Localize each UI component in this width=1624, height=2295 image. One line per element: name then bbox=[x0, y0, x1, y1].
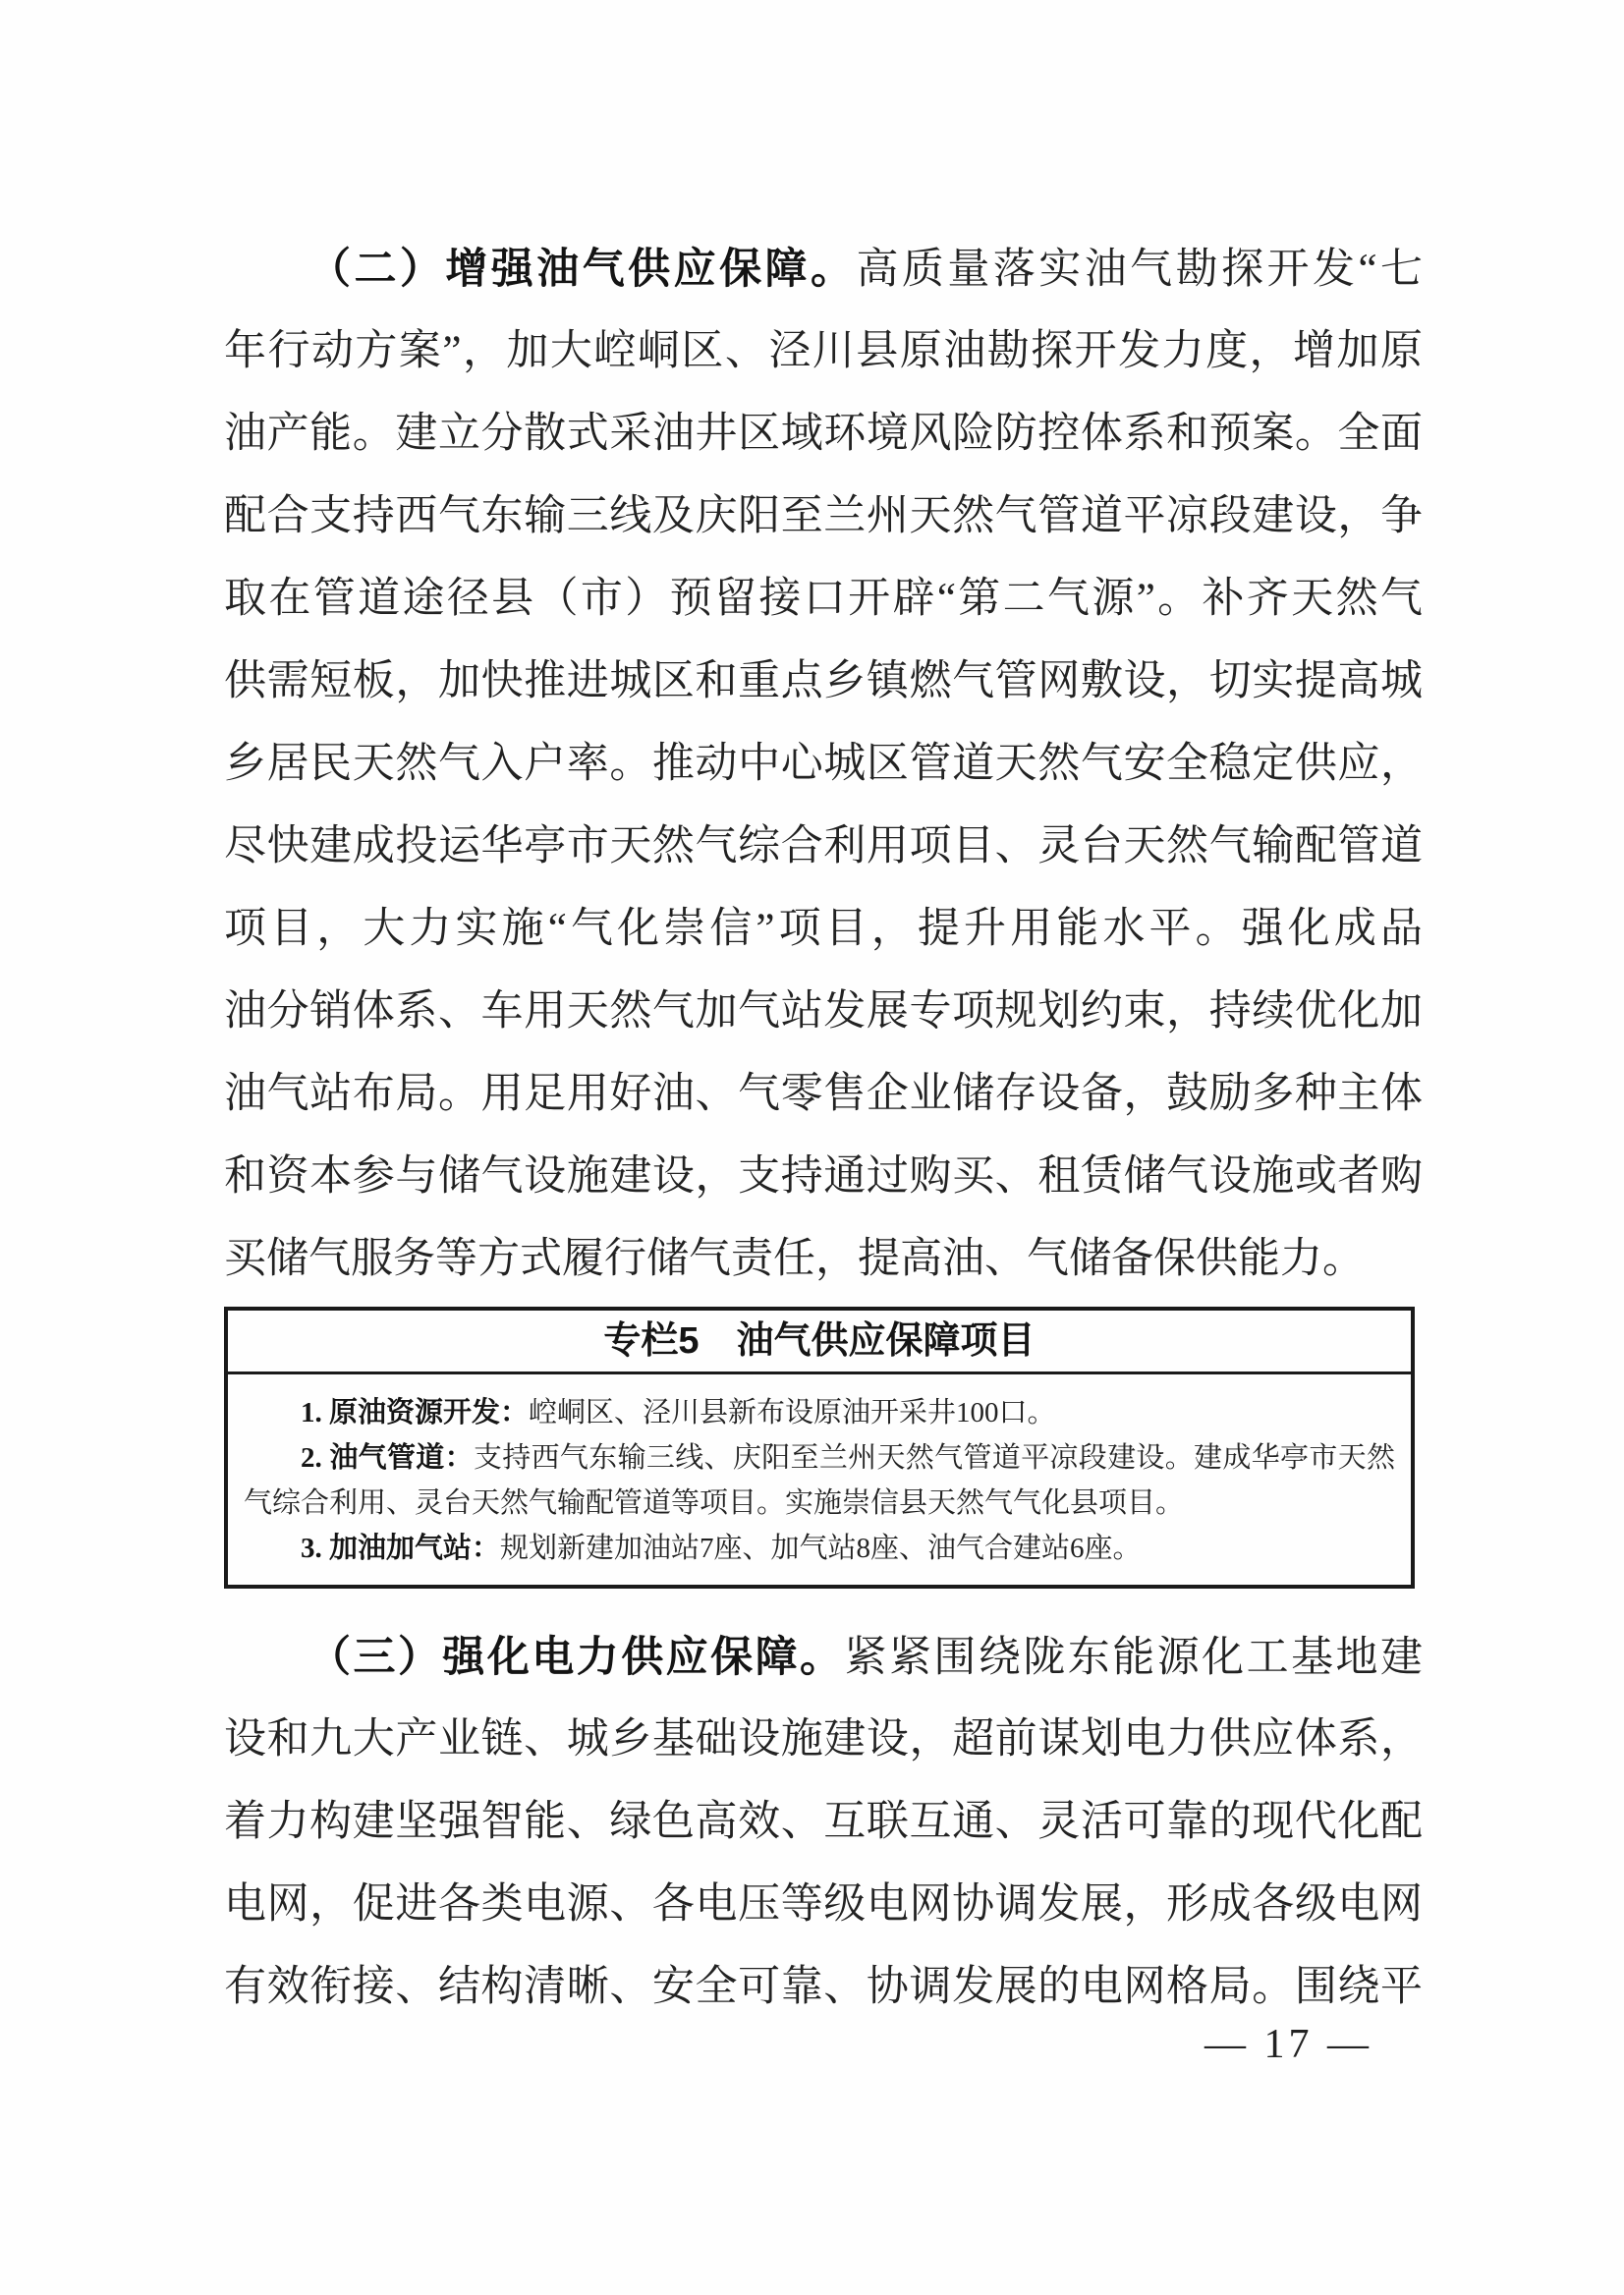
box-item-line bbox=[244, 1390, 1395, 1435]
paragraph-line: 油产能。建立分散式采油井区域环境风险防控体系和预案。全面 bbox=[224, 411, 1423, 457]
section-power-supply bbox=[224, 1616, 1423, 2029]
feature-box-item-pipelines bbox=[244, 1435, 1395, 1526]
paragraph-line: 供需短板，加快推进城区和重点乡镇燃气管网敷设，切实提高城 bbox=[224, 658, 1423, 704]
paragraph-line: 有效衔接、结构清晰、安全可靠、协调发展的电网格局。围绕平 bbox=[224, 1964, 1423, 2010]
paragraph-text: 高质量落实油气勘探开发“七 bbox=[856, 247, 1423, 293]
paragraph-text: 紧紧围绕陇东能源化工基地建 bbox=[844, 1635, 1423, 1681]
section-heading: （三）强化电力供应保障。 bbox=[308, 1634, 845, 1681]
paragraph-line: 油气站布局。用足用好油、气零售企业储存设备，鼓励多种主体 bbox=[224, 1071, 1423, 1117]
box-item-label: 1. 原油资源开发： bbox=[301, 1397, 530, 1428]
paragraph-line bbox=[224, 228, 1423, 310]
paragraph-line: 和资本参与储气设施建设，支持通过购买、租赁储气设施或者购 bbox=[224, 1153, 1423, 1200]
box-item-text: 支持西气东输三线、庆阳至兰州天然气管道平凉段建设。建成华亭市天然 bbox=[473, 1442, 1395, 1474]
paragraph-line: 买储气服务等方式履行储气责任，提高油、气储备保供能力。 bbox=[224, 1236, 1365, 1282]
box-item-text: 规划新建加油站7座、加气站8座、油气合建站6座。 bbox=[500, 1533, 1142, 1564]
paragraph-line: 设和九大产业链、城乡基础设施建设，超前谋划电力供应体系， bbox=[224, 1716, 1423, 1763]
feature-box-item-gas-stations bbox=[244, 1526, 1395, 1571]
box-item-line bbox=[244, 1435, 1395, 1481]
page-content bbox=[224, 228, 1423, 2029]
section-heading: （二）增强油气供应保障。 bbox=[308, 246, 857, 293]
section-oil-gas-supply bbox=[224, 228, 1423, 1301]
paragraph-line: 取在管道途径县（市）预留接口开辟“第二气源”。补齐天然气 bbox=[224, 576, 1423, 622]
feature-box-column-5 bbox=[224, 1307, 1415, 1589]
paragraph-line: 电网，促进各类电源、各电压等级电网协调发展，形成各级电网 bbox=[224, 1881, 1423, 1928]
paragraph-line: 配合支持西气东输三线及庆阳至兰州天然气管道平凉段建设，争 bbox=[224, 493, 1423, 539]
box-item-label: 3. 加油加气站： bbox=[301, 1533, 501, 1564]
paragraph-line: 年行动方案”，加大崆峒区、泾川县原油勘探开发力度，增加原 bbox=[224, 328, 1423, 374]
feature-box-body bbox=[228, 1374, 1411, 1585]
box-item-text: 崆峒区、泾川县新布设原油开采井100口。 bbox=[529, 1397, 1056, 1428]
feature-box-title: 专栏5 油气供应保障项目 bbox=[228, 1311, 1411, 1374]
paragraph-line: 项目，大力实施“气化崇信”项目，提升用能水平。强化成品 bbox=[224, 906, 1423, 952]
paragraph-line: 乡居民天然气入户率。推动中心城区管道天然气安全稳定供应， bbox=[224, 741, 1423, 787]
page-number: — 17 — bbox=[1204, 2022, 1372, 2067]
paragraph-line: 着力构建坚强智能、绿色高效、互联互通、灵活可靠的现代化配 bbox=[224, 1799, 1423, 1845]
paragraph-line: 油分销体系、车用天然气加气站发展专项规划约束，持续优化加 bbox=[224, 988, 1423, 1035]
box-item-label: 2. 油气管道： bbox=[301, 1442, 474, 1474]
paragraph-line: 尽快建成投运华亭市天然气综合利用项目、灵台天然气输配管道 bbox=[224, 823, 1423, 869]
paragraph-line bbox=[224, 1616, 1423, 1699]
feature-box-item-crude-oil bbox=[244, 1390, 1395, 1435]
box-item-line bbox=[244, 1526, 1395, 1571]
box-item-line: 气综合利用、灵台天然气输配管道等项目。实施崇信县天然气气化县项目。 bbox=[244, 1487, 1185, 1519]
